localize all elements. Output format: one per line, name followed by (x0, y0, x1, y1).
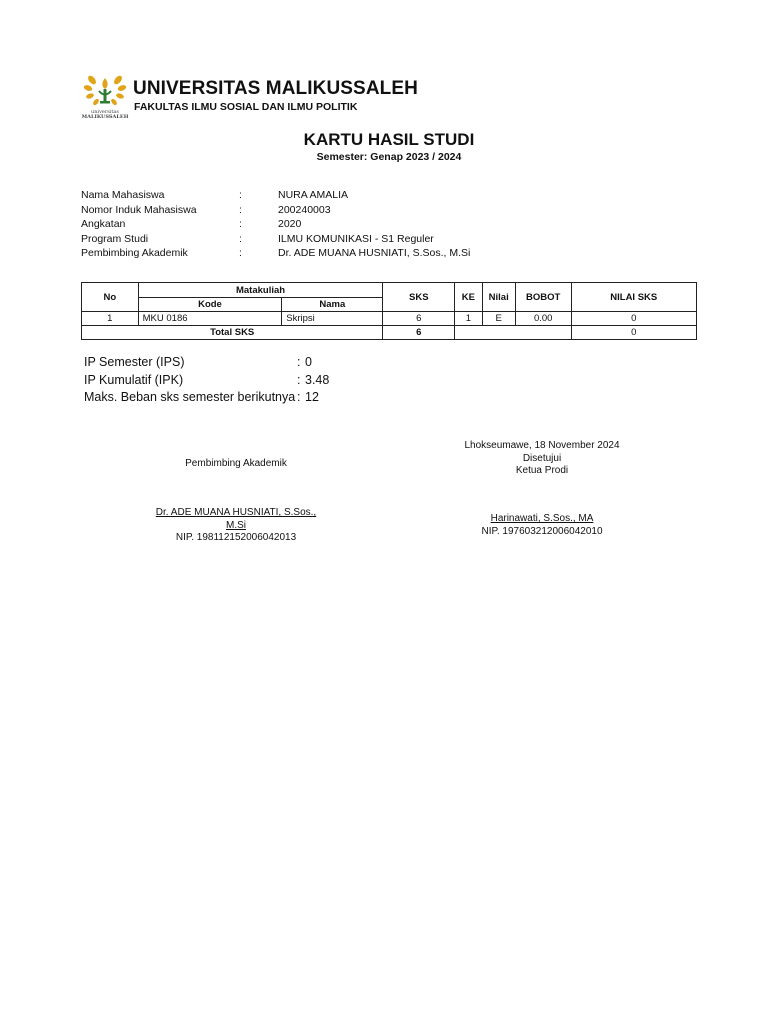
header-nilai: Nilai (482, 283, 515, 312)
sig-right-place-date: Lhokseumawe, 18 November 2024 (464, 440, 620, 451)
info-value: 200240003 (278, 203, 331, 216)
info-colon: : (239, 189, 242, 201)
header-ke: KE (455, 283, 482, 312)
ip-label: Maks. Beban sks semester berikutnya (84, 390, 296, 404)
cell-kode: MKU 0186 (138, 312, 282, 326)
cell-no: 1 (82, 312, 139, 326)
info-row-nim (81, 203, 470, 218)
ip-summary (84, 354, 329, 407)
info-value: ILMU KOMUNIKASI - S1 Reguler (278, 232, 434, 245)
info-label: Nomor Induk Mahasiswa (81, 203, 197, 216)
sig-left-nip: NIP. 198112152006042013 (175, 532, 297, 543)
sig-right-header (440, 440, 644, 478)
student-info (81, 188, 470, 261)
header-matakuliah: Matakuliah (138, 283, 383, 298)
ip-label: IP Kumulatif (IPK) (84, 372, 184, 387)
info-colon: : (239, 247, 242, 259)
info-label: Nama Mahasiswa (81, 189, 165, 201)
ip-value: 12 (305, 390, 319, 404)
info-colon: : (239, 218, 242, 230)
sig-right-approved: Disetujui (522, 452, 562, 464)
info-row-name (81, 188, 470, 203)
grades-table (81, 282, 697, 340)
cell-sks: 6 (383, 312, 455, 326)
sig-left-name-line2: M.Si (226, 519, 246, 531)
cell-ke: 1 (455, 312, 482, 326)
cell-bobot: 0.00 (515, 312, 571, 326)
ip-value: 3.48 (305, 372, 330, 387)
sig-right-name: Harinawati, S.Sos., MA (490, 513, 594, 524)
sig-left-name-line1: Dr. ADE MUANA HUSNIATI, S.Sos., (155, 507, 317, 518)
cell-nilai: E (482, 312, 515, 326)
cell-nama: Skripsi (282, 312, 383, 326)
logo-caption (78, 110, 132, 120)
info-row-prodi (81, 232, 470, 247)
info-value: 2020 (278, 218, 302, 230)
info-label: Program Studi (81, 232, 149, 245)
logo-caption-line2: MALIKUSSALEH (81, 114, 129, 120)
sig-right-nip: NIP. 197603212006042010 (481, 525, 603, 537)
cell-nilai-sks: 0 (571, 312, 696, 326)
total-empty (455, 326, 571, 340)
info-colon: : (239, 232, 242, 245)
info-value: NURA AMALIA (278, 189, 349, 201)
table-row (82, 312, 697, 326)
ip-row-ips (84, 354, 329, 372)
table-total-row (82, 326, 697, 340)
sig-left-role: Pembimbing Akademik (185, 458, 287, 469)
ip-colon: : (297, 372, 301, 387)
ip-colon: : (297, 355, 301, 369)
header-nama: Nama (282, 298, 383, 312)
faculty-name: FAKULTAS ILMU SOSIAL DAN ILMU POLITIK (134, 101, 358, 113)
total-nilai-sks: 0 (571, 326, 696, 340)
ip-row-ipk (84, 372, 329, 390)
ip-value: 0 (305, 355, 312, 369)
logo-caption-line1: universitas (91, 109, 119, 115)
info-value: Dr. ADE MUANA HUSNIATI, S.Sos., M.Si (278, 247, 471, 259)
total-label: Total SKS (82, 326, 383, 340)
info-label: Angkatan (81, 218, 126, 230)
total-sks: 6 (383, 326, 455, 340)
info-row-angkatan (81, 217, 470, 232)
header-sks: SKS (383, 283, 455, 312)
info-label: Pembimbing Akademik (81, 247, 188, 259)
university-name: UNIVERSITAS MALIKUSSALEH (133, 78, 418, 99)
sig-right-name-block (440, 513, 644, 538)
ip-row-max-sks (84, 389, 329, 407)
ip-label: IP Semester (IPS) (84, 355, 185, 369)
header-bobot: BOBOT (515, 283, 571, 312)
semester-label: Semester: Genap 2023 / 2024 (316, 151, 462, 163)
info-colon: : (239, 203, 242, 216)
info-row-pembimbing (81, 246, 470, 261)
document-title: KARTU HASIL STUDI (303, 130, 475, 149)
sig-left-name (150, 507, 322, 545)
ip-colon: : (297, 390, 301, 404)
header-kode: Kode (138, 298, 282, 312)
header-nilai-sks: NILAI SKS (571, 283, 696, 312)
table-header-row (82, 283, 697, 298)
header-no: No (82, 283, 139, 312)
sig-right-role: Ketua Prodi (515, 465, 569, 476)
